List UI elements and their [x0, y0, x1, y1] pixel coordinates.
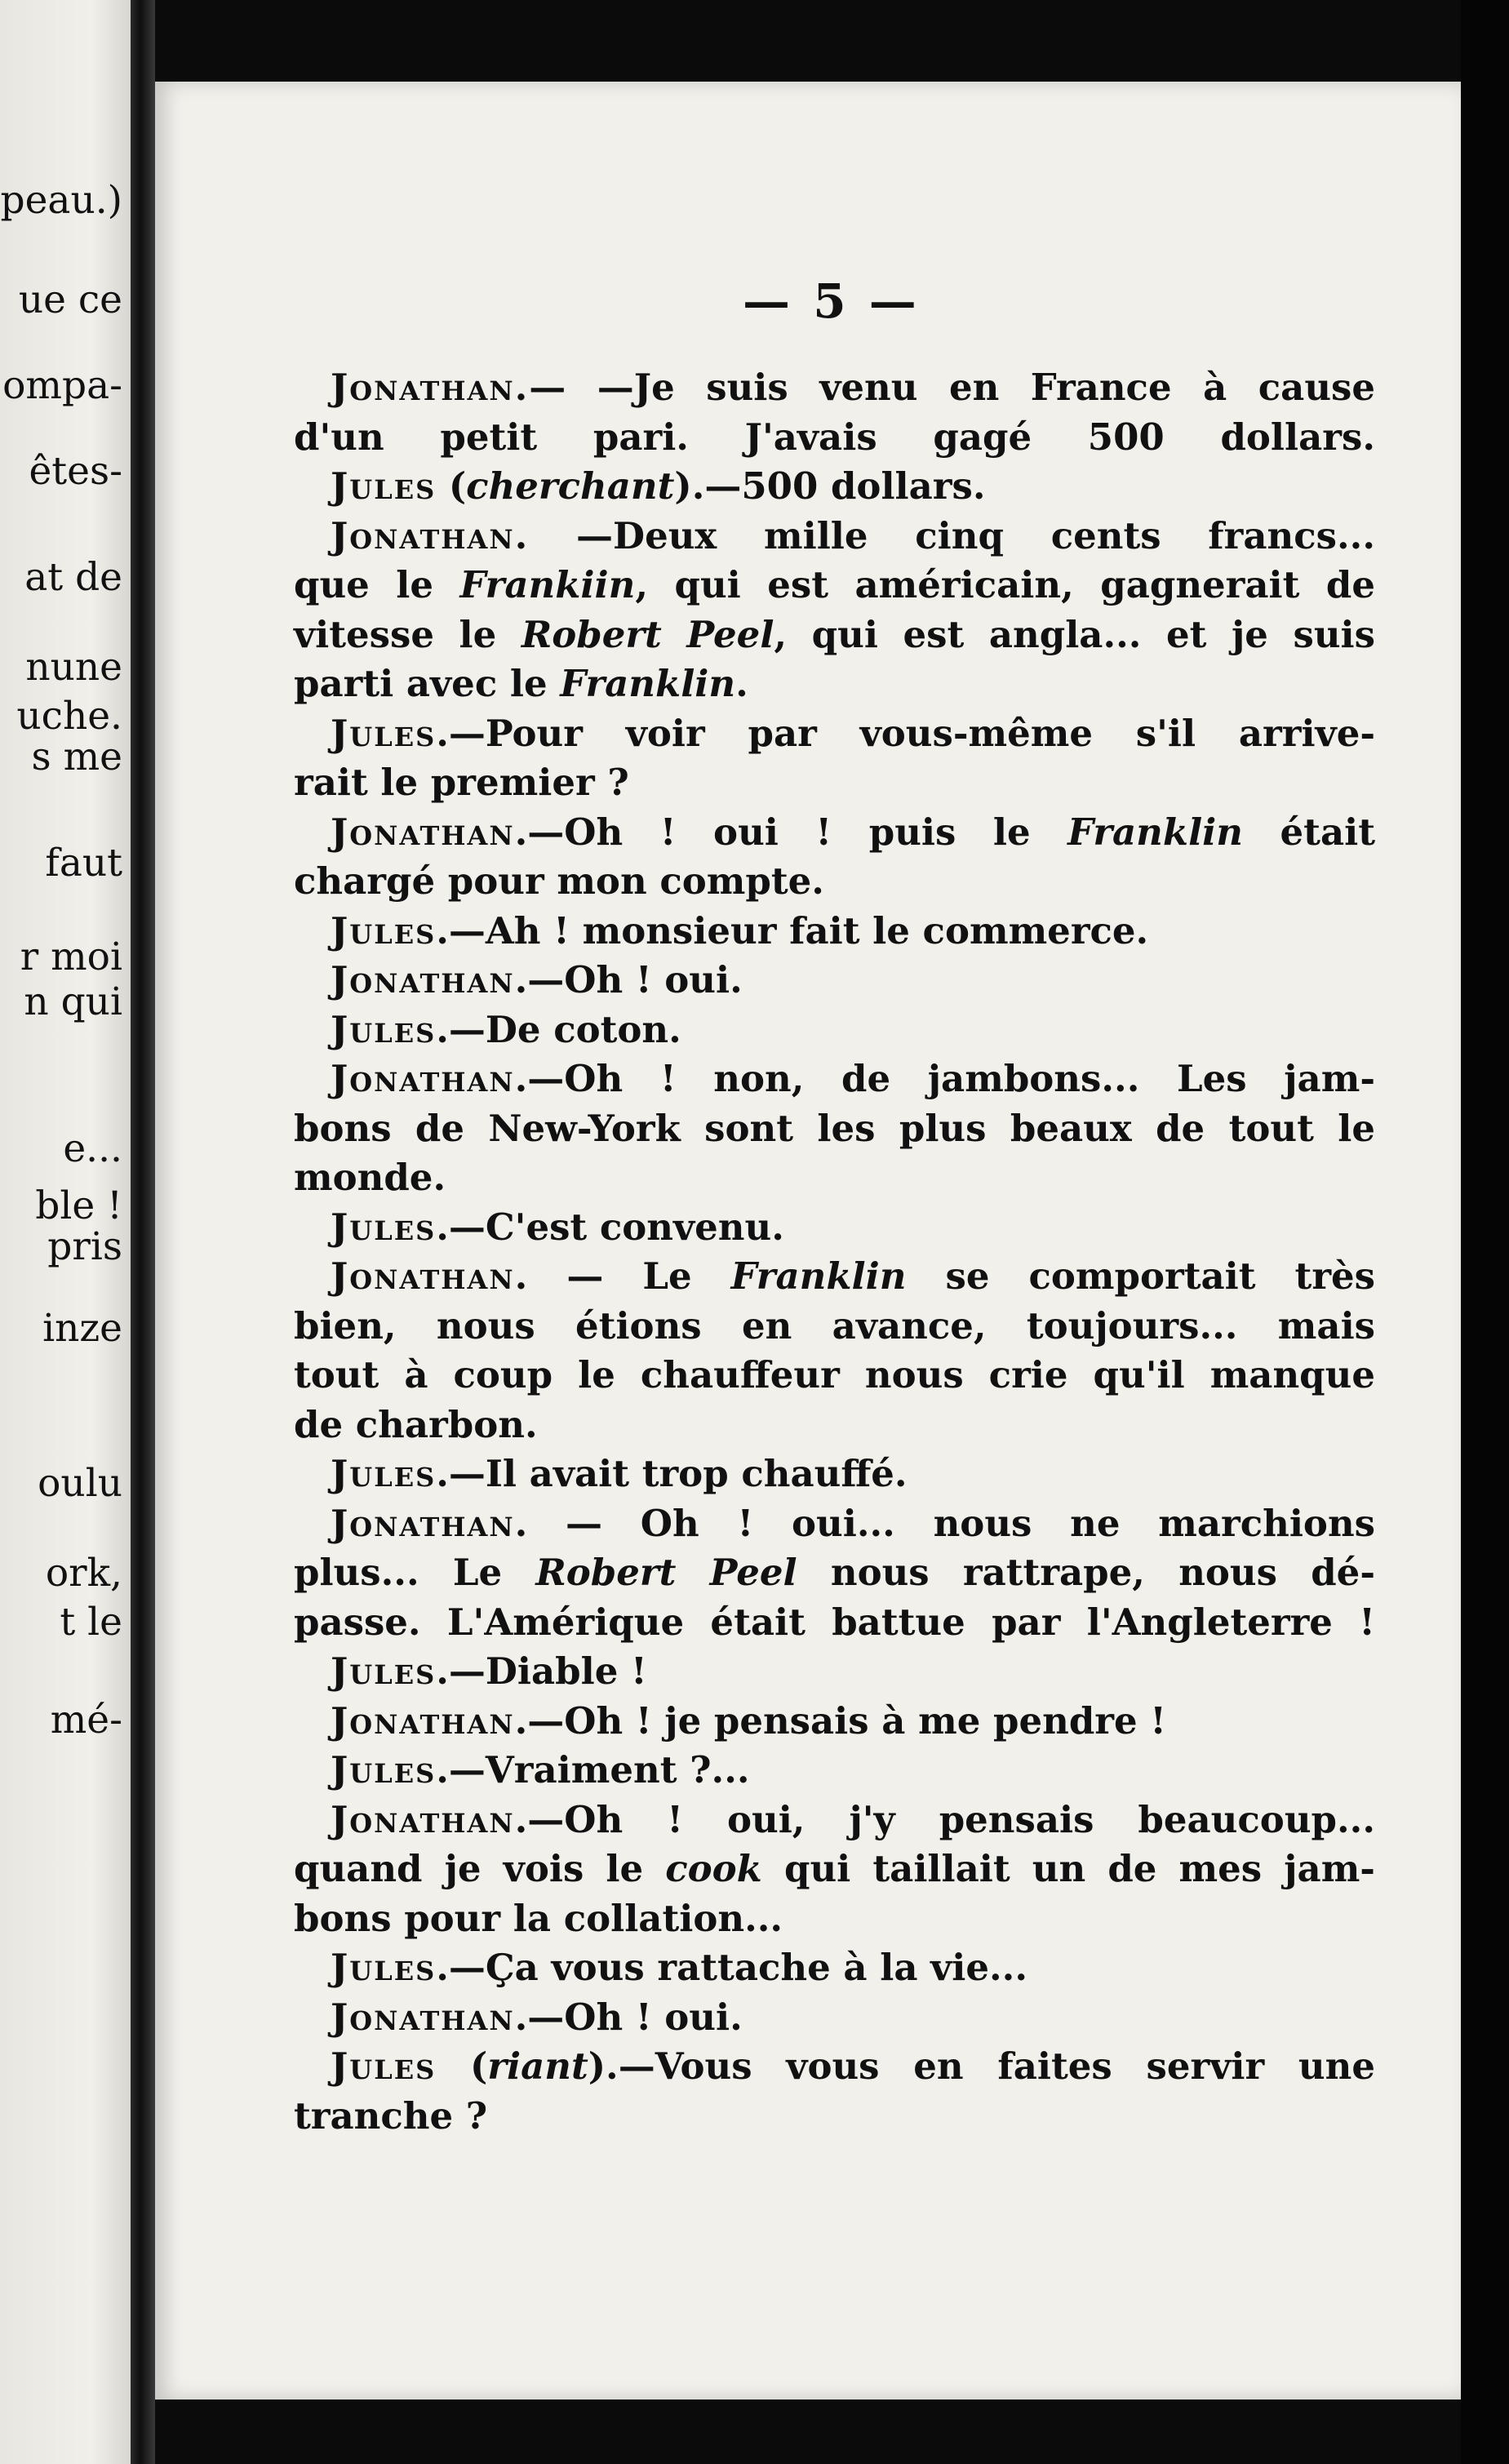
dialogue-segment: . — Le: [514, 1254, 731, 1298]
book-page: [155, 82, 1461, 2400]
dialogue-segment: — —Je suis venu en France à cause: [529, 366, 1375, 409]
dialogue-segment: parti avec le: [294, 662, 561, 705]
dialogue-segment: d'un petit pari. J'avais gagé 500 dollars.: [294, 415, 1375, 459]
text-line: [294, 1302, 1375, 1352]
italic-text: cherchant: [466, 464, 675, 508]
text-line: [294, 1647, 1375, 1697]
speaker-name: Jonathan: [331, 1254, 515, 1298]
dialogue-segment: .—Oh ! je pensais à me pendre !: [514, 1698, 1167, 1743]
dialogue-segment: de charbon.: [294, 1402, 538, 1446]
text-line: [294, 1894, 1375, 1944]
text-line: [294, 758, 1375, 808]
text-line: [294, 1104, 1375, 1154]
speaker-name: Jules: [331, 711, 437, 755]
previous-page-fragment: at de: [24, 555, 122, 600]
previous-page-fragment: e...: [63, 1126, 122, 1171]
text-line: [294, 1598, 1375, 1648]
dialogue-segment: , qui est américain, gagnerait de: [635, 563, 1375, 606]
dialogue-segment: rait le premier ?: [294, 761, 629, 804]
text-line: [294, 1993, 1375, 2043]
speaker-name: Jules: [331, 908, 437, 952]
dialogue-segment: .—Pour voir par vous-même s'il arrive-: [436, 711, 1375, 755]
speaker-name: Jonathan: [331, 810, 515, 854]
previous-page-fragment: faut: [45, 841, 122, 886]
previous-page-fragment: oulu: [38, 1461, 122, 1506]
text-line: [294, 907, 1375, 957]
dialogue-segment: .—C'est convenu.: [436, 1205, 784, 1249]
previous-page-fragment: uche.: [16, 694, 122, 739]
previous-page-fragment: n qui: [24, 979, 122, 1024]
dialogue-segment: .—Diable !: [436, 1649, 647, 1693]
dialogue-segment: bons pour la collation...: [294, 1896, 783, 1940]
dialogue-segment: .—Oh ! oui.: [514, 1995, 743, 2039]
dialogue-segment: bons de New-York sont les plus beaux de tout le: [294, 1106, 1375, 1150]
italic-text: Frankiin: [459, 563, 636, 606]
speaker-name: Jules: [331, 1748, 437, 1791]
dialogue-segment: .—Oh ! oui ! puis le: [514, 810, 1068, 854]
dialogue-segment: (: [436, 2044, 488, 2088]
previous-page-fragment: t le: [60, 1600, 122, 1645]
italic-text: Franklin: [560, 662, 736, 705]
speaker-name: Jonathan: [331, 1057, 515, 1100]
speaker-name: Jonathan: [331, 1698, 515, 1743]
dialogue-segment: .: [735, 662, 748, 705]
dialogue-segment: se comportait très: [906, 1254, 1376, 1298]
dialogue-segment: . — Oh ! oui... nous ne marchions: [514, 1501, 1375, 1545]
text-line: [294, 2042, 1375, 2092]
dialogue-segment: tranche ?: [294, 2093, 488, 2138]
dialogue-segment: monde.: [294, 1156, 446, 1199]
previous-page-fragment: peau.): [0, 178, 122, 223]
text-line: [294, 1006, 1375, 1055]
dialogue-segment: nous rattrape, nous dé-: [797, 1551, 1375, 1594]
previous-page-fragment: s me: [31, 735, 122, 779]
dialogue-segment: ).—500 dollars.: [674, 464, 986, 508]
speaker-name: Jules: [331, 464, 437, 508]
text-line: [294, 1796, 1375, 1845]
previous-page-fragment: ue ce: [18, 277, 122, 322]
text-line: [294, 1943, 1375, 1993]
italic-text: Franklin: [1067, 810, 1243, 854]
speaker-name: Jules: [331, 1649, 437, 1693]
text-line: [294, 363, 1375, 413]
text-line: [294, 413, 1375, 463]
text-line: [294, 808, 1375, 858]
dialogue-segment: quand je vois le: [294, 1847, 666, 1890]
previous-page-fragment: r moi: [20, 935, 122, 979]
text-line: [294, 659, 1375, 709]
text-line: [294, 709, 1375, 759]
speaker-name: Jules: [331, 1007, 437, 1051]
dialogue-segment: plus... Le: [294, 1551, 536, 1594]
text-line: [294, 1401, 1375, 1450]
dialogue-segment: .—De coton.: [436, 1007, 681, 1051]
dialogue-segment: .—Oh ! non, de jambons... Les jam-: [514, 1057, 1375, 1100]
dialogue-segment: que le: [294, 563, 460, 606]
speaker-name: Jonathan.: [331, 513, 530, 557]
italic-text: cook: [665, 1847, 762, 1890]
previous-page-fragment: ompa-: [2, 363, 122, 408]
dialogue-segment: .—Oh ! oui, j'y pensais beaucoup...: [514, 1797, 1375, 1841]
previous-page-fragment: mé-: [50, 1698, 122, 1743]
text-line: [294, 512, 1375, 562]
dialogue-segment: chargé pour mon compte.: [294, 859, 824, 903]
speaker-name: Jules: [331, 1946, 437, 1989]
previous-page-fragment: êtes-: [29, 449, 122, 494]
dialogue-segment: .—Vraiment ?...: [436, 1748, 750, 1791]
dialogue-segment: , qui est angla... et je suis: [774, 612, 1375, 656]
dialogue-segment: vitesse le: [294, 612, 521, 656]
speaker-name: Jonathan.: [331, 366, 530, 409]
dialogue-segment: .—Oh ! oui.: [514, 958, 743, 1001]
dialogue-segment: .—Ah ! monsieur fait le commerce.: [436, 908, 1149, 952]
dialogue-segment: ).—Vous vous en faites servir une: [588, 2044, 1375, 2088]
italic-text: riant: [487, 2044, 588, 2088]
previous-page-fragment: ble !: [35, 1183, 122, 1228]
dialogue-text: [294, 363, 1375, 2141]
text-line: [294, 1746, 1375, 1796]
text-line: [294, 1054, 1375, 1104]
dialogue-segment: qui taillait un de mes jam-: [761, 1847, 1375, 1890]
speaker-name: Jonathan: [331, 1797, 515, 1841]
speaker-name: Jules: [331, 1205, 437, 1249]
book-gutter: [131, 0, 155, 2464]
dialogue-segment: tout à coup le chauffeur nous crie qu'il manque: [294, 1353, 1375, 1396]
italic-text: Robert Peel: [521, 612, 774, 656]
dialogue-segment: .—Ça vous rattache à la vie...: [436, 1946, 1028, 1989]
text-line: [294, 1351, 1375, 1401]
speaker-name: Jonathan: [331, 1501, 515, 1545]
italic-text: Robert Peel: [535, 1551, 797, 1594]
text-line: [294, 462, 1375, 512]
speaker-name: Jules: [331, 2044, 437, 2088]
text-line: [294, 956, 1375, 1006]
text-line: [294, 1153, 1375, 1203]
previous-page-fragment: inze: [42, 1306, 122, 1351]
dialogue-segment: bien, nous étions en avance, toujours... mais: [294, 1303, 1375, 1347]
italic-text: Franklin: [730, 1254, 907, 1298]
dialogue-segment: .—Il avait trop chauffé.: [436, 1452, 908, 1495]
previous-page-fragment: ork,: [45, 1551, 122, 1596]
right-margin: [1461, 0, 1509, 2464]
previous-page-fragment: nune: [25, 645, 122, 690]
speaker-name: Jonathan: [331, 1995, 515, 2039]
previous-page-fragment: pris: [47, 1224, 122, 1269]
dialogue-segment: (: [436, 464, 467, 508]
text-line: [294, 561, 1375, 610]
speaker-name: Jonathan: [331, 958, 515, 1001]
text-line: [294, 610, 1375, 660]
text-line: [294, 1697, 1375, 1747]
text-line: [294, 1499, 1375, 1549]
page-number: — 5 —: [743, 273, 920, 329]
text-line: [294, 2092, 1375, 2142]
dialogue-segment: —Deux mille cinq cents francs...: [529, 513, 1375, 557]
text-line: [294, 1252, 1375, 1302]
previous-page-edge: [0, 0, 131, 2464]
speaker-name: Jules: [331, 1452, 437, 1495]
dialogue-segment: était: [1242, 810, 1375, 854]
text-line: [294, 1845, 1375, 1894]
dialogue-segment: passe. L'Amérique était battue par l'Angleterre !: [294, 1600, 1375, 1644]
text-line: [294, 857, 1375, 907]
text-line: [294, 1548, 1375, 1598]
text-line: [294, 1203, 1375, 1253]
text-line: [294, 1450, 1375, 1499]
